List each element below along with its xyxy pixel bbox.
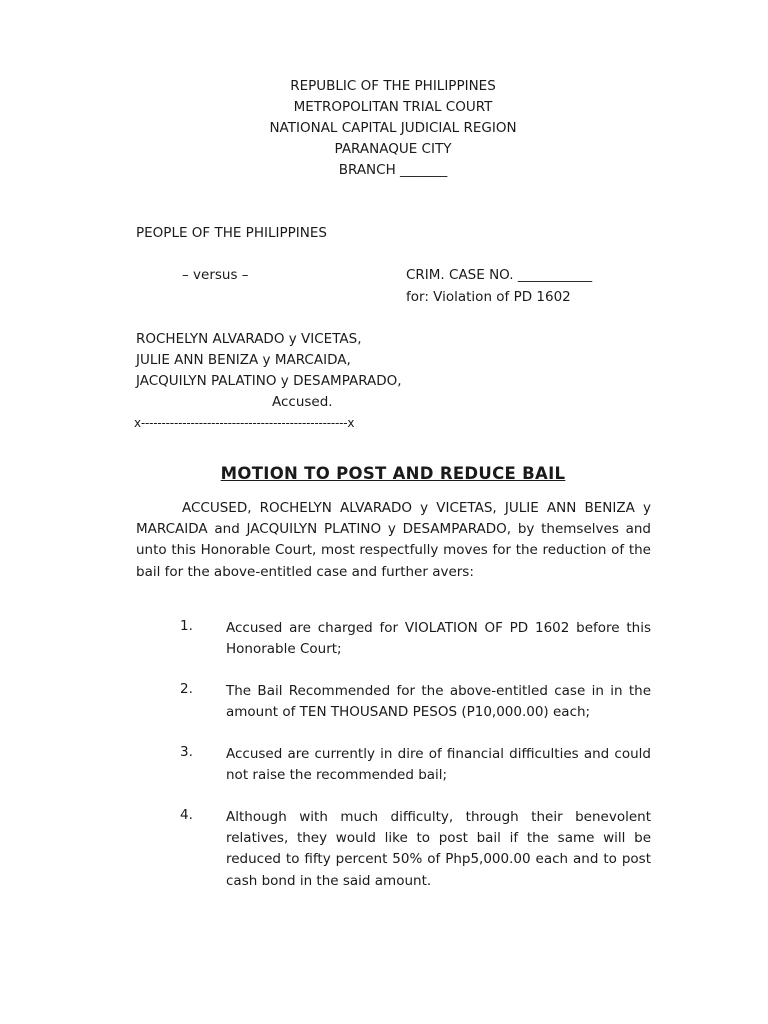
accused-name: JACQUILYN PALATINO y DESAMPARADO, xyxy=(136,373,402,389)
item-text: The Bail Recommended for the above-entitled case in in the amount of TEN THOUSAND PESOS (P10,000.00) each; xyxy=(226,683,651,721)
motion-title: MOTION TO POST AND REDUCE BAIL xyxy=(220,464,566,483)
intro-paragraph: ACCUSED, ROCHELYN ALVARADO y VICETAS, JULIE ANN BENIZA y MARCAIDA and JACQUILYN PLATINO y DESAMPARADO, by themselves and unto this Honorable Court, most respectfully moves for the reduction of the bail for the above-entitled case and further avers: xyxy=(136,500,651,580)
item-text: Accused are currently in dire of financial difficulties and could not raise the recommended bail; xyxy=(226,746,651,784)
header-line-city: PARANAQUE CITY xyxy=(334,141,452,157)
accused-name: JULIE ANN BENIZA y MARCAIDA, xyxy=(136,352,351,368)
header-line-republic: REPUBLIC OF THE PHILIPPINES xyxy=(290,78,496,94)
item-number: 2. xyxy=(180,681,193,697)
header-line-court: METROPOLITAN TRIAL COURT xyxy=(293,99,493,115)
item-text: Accused are charged for VIOLATION OF PD 1602 before this Honorable Court; xyxy=(226,620,651,658)
item-number: 3. xyxy=(180,744,193,760)
versus-label: – versus – xyxy=(182,267,249,283)
item-text: Although with much difficulty, through their benevolent relatives, they would like to post bail if the same will be reduced to fifty percent 50% of Php5,000.00 each and to post cash bond in the said amount. xyxy=(226,809,651,889)
item-number: 4. xyxy=(180,807,193,823)
header-line-region: NATIONAL CAPITAL JUDICIAL REGION xyxy=(269,120,517,136)
accused-name: ROCHELYN ALVARADO y VICETAS, xyxy=(136,331,362,347)
header-line-branch: BRANCH _______ xyxy=(338,162,448,178)
item-number: 1. xyxy=(180,618,193,634)
violation-label: for: Violation of PD 1602 xyxy=(406,289,571,305)
case-number: CRIM. CASE NO. ___________ xyxy=(406,267,593,283)
plaintiff-name: PEOPLE OF THE PHILIPPINES xyxy=(136,225,327,241)
caption-divider: x--------------------------------------------------x xyxy=(134,416,355,430)
accused-label: Accused. xyxy=(272,394,333,410)
